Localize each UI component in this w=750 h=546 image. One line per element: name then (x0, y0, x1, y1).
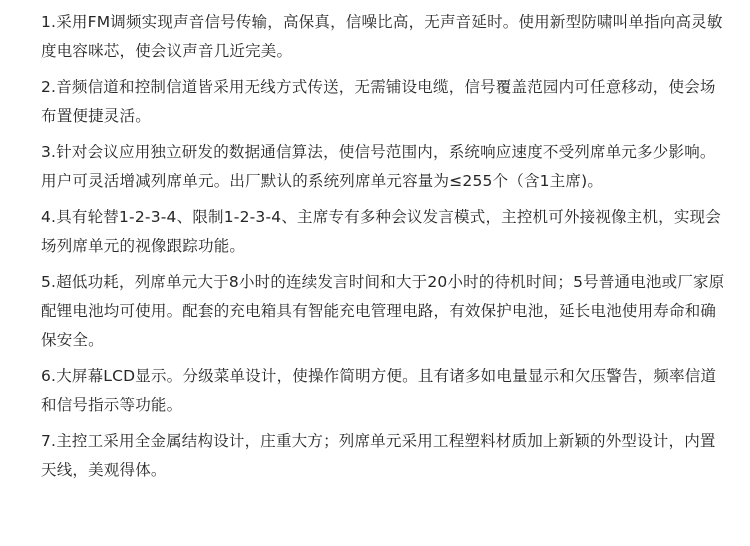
feature-item-3: 3.针对会议应用独立研发的数据通信算法，使信号范围内，系统响应速度不受列席单元多少影响。用户可灵活增减列席单元。出厂默认的系统列席单元容量为≤255个（含1主席)。 (41, 143, 716, 190)
feature-item-6: 6.大屏幕LCD显示。分级菜单设计，使操作简明方便。且有诸多如电量显示和欠压警告，频率信道和信号指示等功能。 (41, 367, 717, 414)
feature-list (41, 8, 726, 485)
feature-item-4: 4.具有轮替1-2-3-4、限制1-2-3-4、主席专有多种会议发言模式，主控机可外接视像主机，实现会场列席单元的视像跟踪功能。 (41, 208, 721, 255)
feature-item-1: 1.采用FM调频实现声音信号传输，高保真，信噪比高，无声音延时。使用新型防啸叫单指向高灵敏度电容咪芯，使会议声音几近完美。 (41, 13, 723, 60)
feature-item-2: 2.音频信道和控制信道皆采用无线方式传送，无需铺设电缆，信号覆盖范园内可任意移动，使会场布置便捷灵活。 (41, 78, 716, 125)
feature-item-7: 7.主控工采用全金属结构设计，庄重大方；列席单元采用工程塑料材质加上新颖的外型设计，内置天线，美观得体。 (41, 432, 716, 479)
feature-item-5: 5.超低功耗，列席单元大于8小时的连续发言时间和大于20小时的待机时间；5号普通电池或厂家原配锂电池均可使用。配套的充电箱具有智能充电管理电路，有效保护电池，延长电池使用寿命和确保安全。 (41, 273, 725, 349)
